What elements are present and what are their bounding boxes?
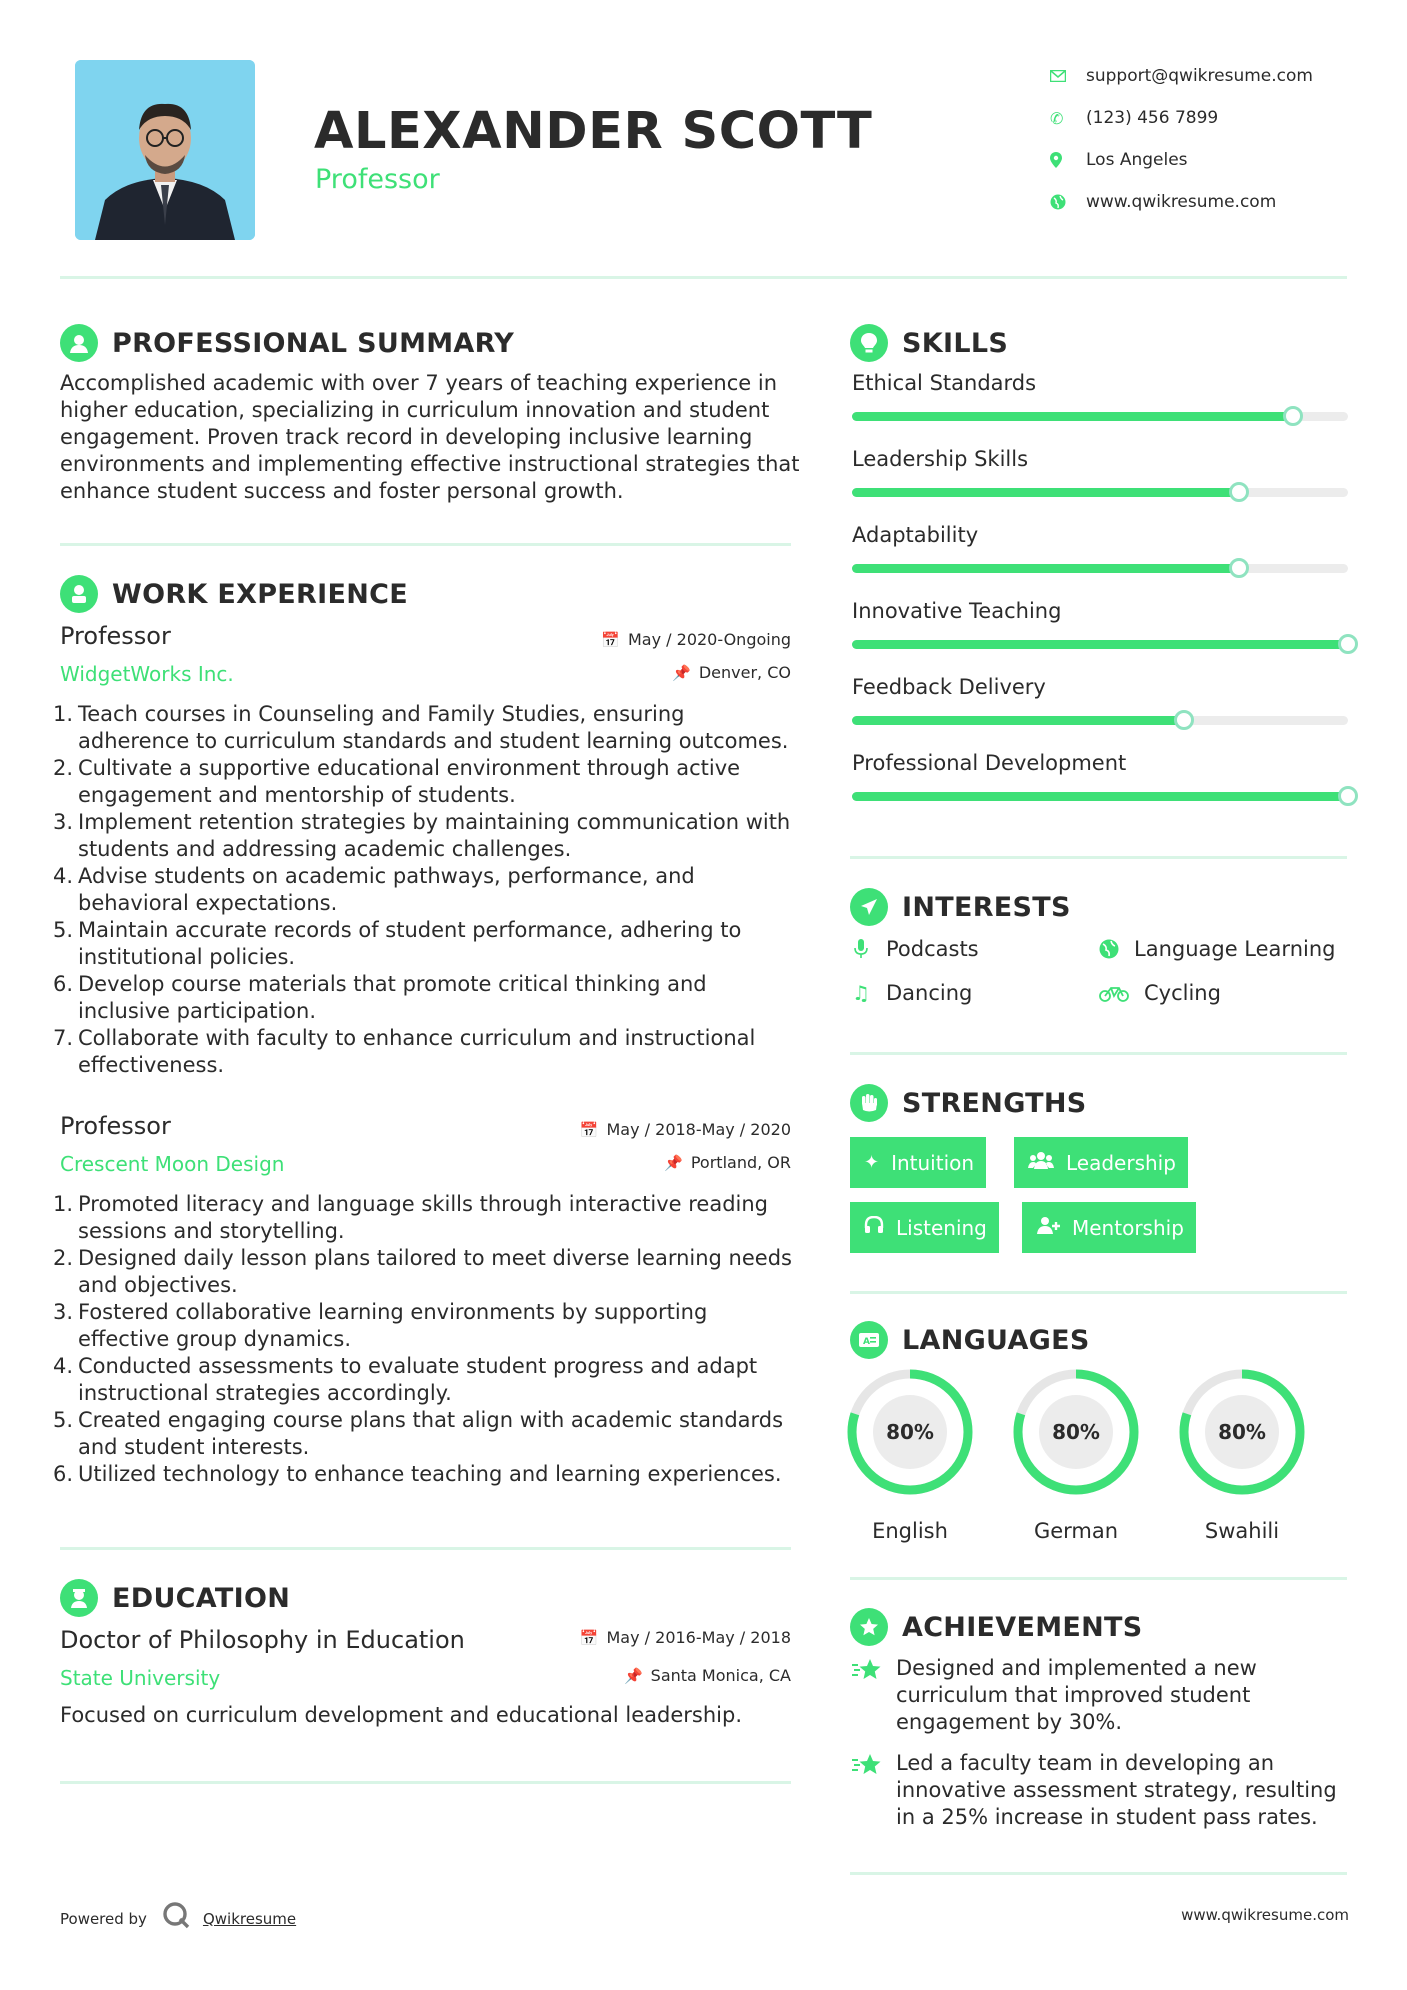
- job-title: Professor: [60, 622, 171, 650]
- contact-website-text: www.qwikresume.com: [1086, 192, 1277, 212]
- achievements-divider: [850, 1872, 1347, 1875]
- contact-location-text: Los Angeles: [1086, 150, 1188, 170]
- language-label: English: [872, 1519, 948, 1543]
- footer-powered-by: [60, 1900, 296, 1937]
- svg-text:A: A: [863, 1337, 871, 1347]
- achievement-text: Designed and implemented a new curriculum that improved student engagement by 30%.: [896, 1656, 1257, 1734]
- job-company: Crescent Moon Design: [60, 1152, 285, 1176]
- job-location: [672, 663, 791, 682]
- skill-track: [852, 412, 1348, 421]
- star-icon: [852, 1750, 896, 1831]
- education-degree: Doctor of Philosophy in Education: [60, 1626, 465, 1654]
- skill-item: [852, 599, 1348, 649]
- skill-label: Adaptability: [852, 523, 979, 547]
- achievements-heading: [850, 1608, 1143, 1646]
- education-dates-text: May / 2016-May / 2018: [606, 1628, 791, 1647]
- education-description: Focused on curriculum development and educational leadership.: [60, 1703, 743, 1727]
- list-item: Cultivate a supportive educational environment through active engagement and mentorship of students.: [78, 756, 741, 807]
- strength-label: Mentorship: [1072, 1215, 1184, 1240]
- skill-knob: [1283, 406, 1303, 426]
- globe-icon: [1050, 194, 1086, 210]
- job-dates: [580, 1120, 791, 1139]
- skill-knob: [1229, 558, 1249, 578]
- achievement-item: [852, 1750, 1352, 1831]
- strengths-divider: [850, 1291, 1347, 1294]
- skill-label: Ethical Standards: [852, 371, 1037, 395]
- skill-fill: [852, 716, 1184, 725]
- interest-label: Cycling: [1144, 981, 1221, 1005]
- list-item: Utilized technology to enhance teaching and learning experiences.: [78, 1462, 782, 1486]
- profile-photo: [75, 60, 255, 240]
- skill-track: [852, 488, 1348, 497]
- strength-badge: [1022, 1202, 1196, 1253]
- skill-item: [852, 523, 1348, 573]
- list-item: Implement retention strategies by maintaining communication with students and addressing academic challenges.: [78, 810, 791, 861]
- language-progress-ring: [1011, 1367, 1141, 1497]
- job-duties-list: [60, 1191, 800, 1488]
- list-item: Created engaging course plans that align with academic standards and student interests.: [78, 1408, 784, 1459]
- interest-item: [1098, 937, 1335, 961]
- skill-fill: [852, 412, 1293, 421]
- job-title: Professor: [60, 1112, 171, 1140]
- skill-fill: [852, 488, 1239, 497]
- powered-by-text: Powered by: [60, 1909, 147, 1928]
- interest-item: [850, 981, 972, 1005]
- skill-track: [852, 564, 1348, 573]
- education-dates: [580, 1628, 791, 1647]
- education-divider: [60, 1781, 791, 1784]
- interest-label: Dancing: [886, 981, 973, 1005]
- strength-badge: [850, 1137, 986, 1188]
- calendar-icon: 📅: [579, 1120, 599, 1139]
- languages-heading: [850, 1321, 1090, 1359]
- job-company: WidgetWorks Inc.: [60, 662, 234, 686]
- person-portrait-icon: [75, 60, 255, 240]
- users-icon: [1028, 1151, 1054, 1174]
- language-item: [1177, 1367, 1307, 1543]
- contact-website[interactable]: [1050, 181, 1390, 223]
- list-item: Conducted assessments to evaluate student progress and adapt instructional strategies accordingly.: [78, 1354, 758, 1405]
- list-item: Advise students on academic pathways, performance, and behavioral expectations.: [78, 864, 695, 915]
- pushpin-icon: 📌: [664, 1153, 683, 1172]
- graduation-cap-icon: [60, 1579, 98, 1617]
- summary-text: Accomplished academic with over 7 years of teaching experience in higher education, specializing in curriculum innovation and student engagement. Proven track record in developing inclusive learning environments and implementing effective instructional strategies that enhance student success and foster personal growth.: [60, 371, 800, 503]
- skill-knob: [1174, 710, 1194, 730]
- footer-website[interactable]: www.qwikresume.com: [1181, 1906, 1349, 1924]
- skills-divider: [850, 856, 1347, 859]
- envelope-icon: [1050, 70, 1086, 82]
- language-icon: [850, 1321, 888, 1359]
- user-icon: [60, 324, 98, 362]
- summary-heading: [60, 324, 514, 362]
- user-plus-icon: [1036, 1216, 1060, 1239]
- skill-item: [852, 751, 1348, 801]
- skill-fill: [852, 792, 1348, 801]
- summary-heading-text: PROFESSIONAL SUMMARY: [112, 327, 515, 359]
- star-icon: [852, 1655, 896, 1736]
- experience-heading-text: WORK EXPERIENCE: [112, 578, 408, 610]
- skill-knob: [1338, 786, 1358, 806]
- interests-heading: [850, 888, 1071, 926]
- contact-email-text: support@qwikresume.com: [1086, 66, 1313, 86]
- education-heading: [60, 1579, 290, 1617]
- experience-heading: [60, 575, 408, 613]
- briefcase-icon: [60, 575, 98, 613]
- skill-knob: [1338, 634, 1358, 654]
- experience-divider: [60, 1547, 791, 1550]
- contact-phone[interactable]: [1050, 97, 1390, 139]
- job-location-text: Denver, CO: [698, 663, 791, 682]
- bicycle-icon: [1098, 984, 1130, 1002]
- qwikresume-logo-icon: [161, 1900, 191, 1937]
- achievements-heading-text: ACHIEVEMENTS: [902, 1611, 1143, 1643]
- job-duties-list: [60, 701, 800, 1079]
- music-note-icon: ♫: [852, 981, 870, 1005]
- language-label: German: [1033, 1519, 1119, 1543]
- strengths-heading: [850, 1084, 1087, 1122]
- achievement-text: Led a faculty team in developing an innovative assessment strategy, resulting in a 25% increase in student pass rates.: [896, 1751, 1337, 1829]
- interest-item: [850, 937, 979, 961]
- education-location: [624, 1666, 791, 1685]
- language-percent: 80%: [886, 1420, 934, 1444]
- skill-track: [852, 640, 1348, 649]
- star-badge-icon: [850, 1608, 888, 1646]
- strengths-heading-text: STRENGTHS: [902, 1087, 1087, 1119]
- phone-icon: ✆: [1050, 108, 1064, 128]
- header-divider: [60, 276, 1347, 279]
- language-percent: 80%: [1218, 1420, 1266, 1444]
- skill-fill: [852, 640, 1348, 649]
- language-item: [1011, 1367, 1141, 1543]
- language-label: Swahili: [1204, 1519, 1280, 1543]
- calendar-icon: 📅: [579, 1628, 599, 1647]
- pushpin-icon: 📌: [672, 663, 691, 682]
- strength-label: Intuition: [891, 1150, 975, 1175]
- skill-item: [852, 371, 1348, 421]
- interests-heading-text: INTERESTS: [902, 891, 1071, 923]
- list-item: Develop course materials that promote critical thinking and inclusive participation.: [78, 972, 707, 1023]
- headphones-icon: [864, 1216, 884, 1239]
- map-pin-icon: [1050, 152, 1086, 168]
- lightbulb-icon: [850, 324, 888, 362]
- languages-heading-text: LANGUAGES: [902, 1324, 1090, 1356]
- interest-item: [1098, 981, 1221, 1005]
- list-item: Maintain accurate records of student performance, adhering to institutional policies.: [78, 918, 742, 969]
- globe-icon: [1098, 939, 1120, 959]
- skill-knob: [1229, 482, 1249, 502]
- job-dates-text: May / 2018-May / 2020: [606, 1120, 791, 1139]
- strength-badge: [1014, 1137, 1188, 1188]
- pushpin-icon: 📌: [623, 1666, 643, 1685]
- microphone-icon: [850, 939, 872, 959]
- achievement-item: [852, 1655, 1352, 1736]
- list-item: Collaborate with faculty to enhance curriculum and instructional effectiveness.: [78, 1026, 756, 1077]
- education-location-text: Santa Monica, CA: [650, 1666, 791, 1685]
- summary-divider: [60, 543, 791, 546]
- list-item: Designed daily lesson plans tailored to meet diverse learning needs and objectives.: [78, 1246, 792, 1297]
- skills-heading-text: SKILLS: [902, 327, 1009, 359]
- strength-label: Leadership: [1066, 1150, 1176, 1175]
- calendar-icon: 📅: [601, 630, 620, 649]
- skill-item: [852, 447, 1348, 497]
- fist-icon: [850, 1084, 888, 1122]
- strength-badge: [850, 1202, 999, 1253]
- skill-label: Innovative Teaching: [852, 599, 1062, 623]
- language-percent: 80%: [1052, 1420, 1100, 1444]
- interest-label: Language Learning: [1134, 937, 1336, 961]
- job-dates: [601, 630, 791, 649]
- candidate-name: ALEXANDER SCOTT: [314, 102, 873, 161]
- skill-item: [852, 675, 1348, 725]
- list-item: Fostered collaborative learning environments by supporting effective group dynamics.: [78, 1300, 708, 1351]
- skill-fill: [852, 564, 1239, 573]
- skill-track: [852, 792, 1348, 801]
- brand-link[interactable]: Qwikresume: [202, 1909, 297, 1928]
- skill-label: Feedback Delivery: [852, 675, 1046, 699]
- education-heading-text: EDUCATION: [112, 1582, 291, 1614]
- job-location-text: Portland, OR: [690, 1153, 791, 1172]
- interest-label: Podcasts: [886, 937, 979, 961]
- education-school: State University: [60, 1666, 221, 1690]
- contact-email[interactable]: [1050, 55, 1390, 97]
- paper-plane-icon: [850, 888, 888, 926]
- contact-location: [1050, 139, 1390, 181]
- language-progress-ring: [845, 1367, 975, 1497]
- skills-heading: [850, 324, 1008, 362]
- language-item: [845, 1367, 975, 1543]
- contact-phone-text: (123) 456 7899: [1086, 108, 1219, 128]
- languages-divider: [850, 1577, 1347, 1580]
- skill-track: [852, 716, 1348, 725]
- contact-list: [1050, 55, 1390, 223]
- job-dates-text: May / 2020-Ongoing: [628, 630, 791, 649]
- magic-wand-icon: ✦: [864, 1152, 880, 1173]
- skill-label: Leadership Skills: [852, 447, 1029, 471]
- list-item: Promoted literacy and language skills through interactive reading sessions and storytelling.: [78, 1192, 768, 1243]
- interests-divider: [850, 1052, 1347, 1055]
- candidate-role: Professor: [315, 164, 440, 195]
- skill-label: Professional Development: [852, 751, 1127, 775]
- language-progress-ring: [1177, 1367, 1307, 1497]
- list-item: Teach courses in Counseling and Family Studies, ensuring adherence to curriculum standards and student learning outcomes.: [78, 702, 789, 753]
- job-location: [664, 1153, 791, 1172]
- strength-label: Listening: [896, 1215, 987, 1240]
